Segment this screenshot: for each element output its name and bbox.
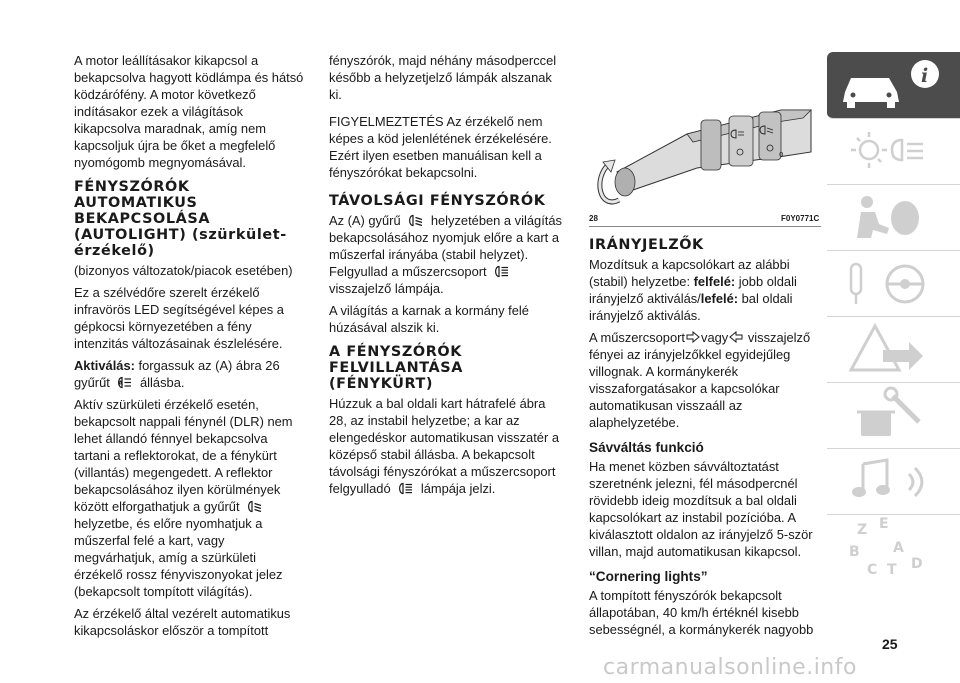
turn-text-a: Mozdítsuk a kapcsolókart az alábbi (stabil) helyzetbe: — [589, 257, 790, 289]
tab-service[interactable] — [827, 382, 960, 449]
turn-left-icon — [729, 331, 743, 343]
turn-right-icon — [686, 331, 700, 343]
svg-text:B: B — [849, 544, 860, 560]
cluster-or: vagy — [701, 330, 729, 345]
svg-text:E: E — [879, 516, 889, 532]
section-heading-autolight: FÉNYSZÓRÓK AUTOMATIKUS BEKAPCSOLÁSA (AUTOLIGHT) (szürkület-érzékelő) — [74, 179, 287, 259]
figure-divider — [589, 226, 821, 227]
svg-text:A: A — [893, 540, 904, 556]
active-sensor-text-a: Aktív szürkületi érzékelő esetén, bekapcsolt nappali fénynél (DLR) nem lehet állandó fénnyel bekapcsolva tartani a reflektorokat, de a fénykürt (villantás) megengedett. A reflektor bekapcsolásához ilyen körülmények között elforgathatjuk a gyűrűt — [74, 397, 293, 514]
active-sensor-text-b: helyzetbe, és előre nyomhatjuk a műszerfal felé a kart, vagy megvárhatjuk, amíg a szürkületi érzékelő rossz fényviszonyokat jelez (bekapcsolt tompított világítás). — [74, 516, 283, 599]
svg-text:i: i — [921, 65, 929, 87]
low-beam-icon — [406, 214, 424, 227]
variant-note: (bizonyos változatok/piacok esetében) — [74, 263, 293, 278]
main-beam-text-b: helyzetében a világítás bekapcsolásához nyomjuk előre a kart a műszerfal irányába (stabil helyzet). Felgyullad a műszercsoport — [329, 213, 562, 279]
svg-text:C: C — [867, 562, 878, 578]
flash-text-a: Húzzuk a bal oldali kart hátrafelé ábra 28, az instabil helyzetbe; a kar az elengedéskor automatikusan visszatér a középső stabil állásba. A bekapcsolt távolsági fényszórókat a műszercsoport felgyulladó — [329, 396, 560, 496]
text-column-1 — [74, 52, 306, 644]
cluster-text-b: visszajelző fényei az irányjelzőkkel egyidejűleg villognak. A kormánykerék visszaforgatásakor a kapcsolókar automatikusan visszaáll az alaphelyzetébe. — [589, 330, 811, 430]
flash-paragraph — [329, 395, 564, 497]
emergency-icon — [827, 316, 960, 382]
airbag-safety-icon — [827, 184, 960, 250]
section-heading-turn-signals: IRÁNYJELZŐK — [589, 237, 704, 253]
section-heading-flash: A FÉNYSZÓRÓK FELVILLANTÁSA (FÉNYKÜRT) — [329, 344, 463, 392]
subheading-lane-change: Sávváltás funkció — [589, 440, 704, 455]
main-beam-text-c: visszajelző lámpája. — [329, 281, 444, 296]
text-column-3 — [589, 235, 821, 643]
turn-text-b: jobb oldali irányjelző aktiválás/ — [589, 274, 797, 306]
cornering-paragraph: A tompított fényszórók bekapcsolt állapotában, 40 km/h értéknél kisebb sebességnél, a kormánykerék nagyobb — [589, 588, 814, 637]
tab-warning-lights[interactable] — [827, 118, 960, 185]
sensor-paragraph: Ez a szélvédőre szerelt érzékelő infravörös LED segítségével képes a gépkocsi környezetében a fény intenzitás változásainak észlelésére. — [74, 285, 284, 351]
auto-light-icon — [115, 376, 133, 389]
tab-index[interactable] — [827, 514, 960, 580]
low-beam-icon — [245, 500, 263, 513]
svg-text:Z: Z — [857, 522, 868, 538]
warning-lights-icon — [827, 118, 960, 184]
turn-up-label: felfelé: — [693, 274, 736, 289]
car-info-icon — [827, 52, 960, 118]
service-icon — [827, 382, 960, 448]
tab-car-info[interactable] — [827, 52, 960, 119]
main-beam-off-paragraph: A világítás a karnak a kormány felé húzásával alszik ki. — [329, 303, 529, 335]
section-heading-main-beam: TÁVOLSÁGI FÉNYSZÓRÓK — [329, 193, 546, 209]
main-beam-text-a: Az (A) gyűrű — [329, 213, 401, 228]
flash-text-b: lámpája jelzi. — [420, 481, 496, 496]
active-sensor-paragraph — [74, 396, 306, 600]
activation-text-b: állásba. — [140, 375, 185, 390]
activation-paragraph — [74, 357, 306, 391]
cluster-paragraph — [589, 329, 821, 431]
text-column-2 — [329, 52, 564, 502]
tab-multimedia[interactable] — [827, 448, 960, 515]
activation-text-a: forgassuk az (A) ábra 26 gyűrűt — [74, 358, 280, 390]
main-beam-paragraph — [329, 212, 564, 297]
svg-text:A: A — [118, 380, 124, 387]
tab-emergency[interactable] — [827, 316, 960, 383]
figure-number: 28 — [589, 214, 598, 223]
continuation-paragraph: fényszórók, majd néhány másodperccel később a helyzetjelző lámpák alszanak ki. — [329, 53, 557, 102]
subheading-cornering: “Cornering lights” — [589, 569, 708, 584]
svg-text:D: D — [911, 556, 923, 572]
high-beam-icon — [396, 482, 414, 495]
turn-down-label: lefelé: — [700, 291, 739, 306]
lane-change-paragraph: Ha menet közben sávváltoztatást szeretnénk jelezni, fél másodpercnél rövidebb ideig mozdítsuk a bal oldali kapcsolókart az instabil pozícióba. A kiválasztott oldalon az irányjelző 5-ször villan, majd automatikusan kikapcsol. — [589, 459, 813, 559]
cluster-text-a: A műszercsoport — [589, 330, 685, 345]
tab-starting-driving[interactable] — [827, 250, 960, 317]
sensor-control-paragraph: Az érzékelő által vezérelt automatikus kikapcsoláskor először a tompított — [74, 606, 291, 638]
chapter-navigation-rail — [827, 52, 960, 632]
figure-code: F0Y0771C — [781, 214, 820, 223]
multimedia-icon — [827, 448, 960, 514]
activation-label: Aktiválás: — [74, 358, 135, 373]
turn-text-c: bal oldali irányjelző aktiválás. — [589, 291, 793, 323]
lever-illustration — [589, 60, 821, 228]
warning-paragraph: FIGYELMEZTETÉS Az érzékelő nem képes a köd jelenlétének érzékelésére. Ezért ilyen esetben manuálisan kell a fényszórókat bekapcsolni. — [329, 114, 552, 180]
intro-paragraph: A motor leállításakor kikapcsol a bekapcsolva hagyott ködlámpa és hátsó ködzárófény. A motor következő indításakor ezek a világítások kikapcsolva maradnak, amíg nem kapcsoljuk újra be őket a megfelelő nyomógomb megnyomásával. — [74, 53, 304, 170]
index-icon — [827, 514, 960, 580]
page-number: 25 — [882, 636, 898, 652]
turn-signals-paragraph — [589, 256, 821, 324]
tab-safety[interactable] — [827, 184, 960, 251]
svg-text:0: 0 — [779, 151, 784, 159]
high-beam-icon — [492, 265, 510, 278]
stalk-figure — [589, 60, 821, 228]
svg-text:T: T — [887, 562, 897, 578]
steering-start-icon — [827, 250, 960, 316]
watermark: carmanualsonline.info — [603, 655, 857, 680]
